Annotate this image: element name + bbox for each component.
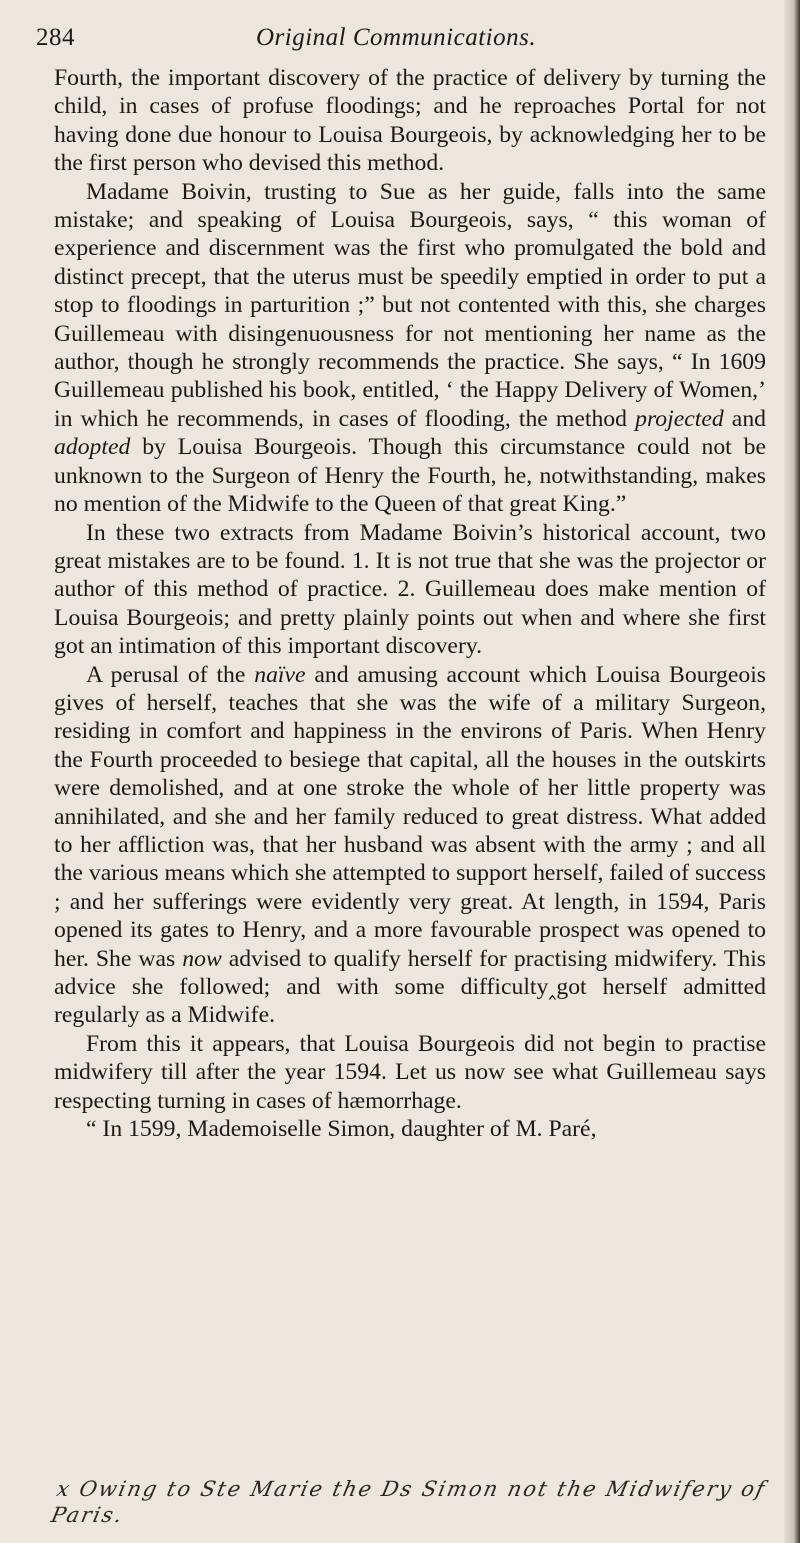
paragraph bbox=[54, 178, 766, 519]
page-edge-shadow bbox=[784, 0, 800, 1543]
text-run: Madame Boivin, trusting to Sue as her guide, falls into the same mistake; and speaking of Louisa Bourgeois, says, “ this woman of experience and discernment was the first who promulgated the bold and distinct precept, that the uterus must be speedily emptied in order to put a stop to floodings in parturition ;” but not contented with this, she charges Guillemeau with disingenuousness for not mentioning her name as the author, though he strongly recommends the practice. She says, “ In 1609 Guillemeau published his book, entitled, ‘ the Happy Delivery of Women,’ in which he recommends, in cases of flooding, the method bbox=[54, 178, 766, 432]
text-run: and bbox=[723, 405, 767, 432]
text-run: In these two extracts from Madame Boivin’s historical account, two great mistakes are to be found. 1. It is not true that she was the projector or author of this method of practice. 2. Guillemeau does make mention of Louisa Bourgeois; and pretty plainly points out when and where she first got an intimation of this important discovery. bbox=[54, 519, 766, 660]
italic-text: naïve bbox=[254, 661, 306, 688]
page-number: 284 bbox=[36, 24, 75, 51]
paragraph bbox=[54, 1030, 766, 1115]
paragraph bbox=[54, 1115, 766, 1143]
paragraph bbox=[54, 661, 766, 1030]
paragraph bbox=[54, 64, 766, 178]
italic-text: adopted bbox=[54, 434, 131, 461]
italic-text: now bbox=[182, 945, 222, 972]
text-run: by Louisa Bourgeois. Though this circumstance could not be unknown to the Surgeon of Henry the Fourth, he, notwithstanding, makes no mention of the Midwife to the Queen of that great King.” bbox=[54, 434, 766, 518]
body-text bbox=[54, 64, 766, 1143]
running-title: Original Communications. bbox=[256, 24, 537, 51]
italic-text: projected bbox=[635, 405, 724, 432]
text-run: A perusal of the bbox=[86, 661, 255, 688]
text-run: and amusing account which Louisa Bourgeois gives of herself, teaches that she was the wife of a military Surgeon, residing in comfort and happiness in the environs of Paris. When Henry the Fourth proceeded to besiege that capital, all the houses in the outskirts were demolished, and at one stroke the whole of her little property was annihilated, and she and her family reduced to great distress. What added to her affliction was, that her husband was absent with the army ; and all the various means which she attempted to support herself, failed of success ; and her sufferings were evidently very great. At length, in 1594, Paris opened its gates to Henry, and a more favourable prospect was opened to her. She was bbox=[54, 661, 766, 972]
text-run: From this it appears, that Louisa Bourgeois did not begin to practise midwifery till after the year 1594. Let us now see what Guillemeau says respecting turning in cases of hæmorrhage. bbox=[54, 1030, 766, 1114]
handwritten-note: x Owing to Ste Marie the Ds Simon not the Midwifery of Paris. bbox=[49, 1477, 769, 1527]
text-run: advised to qualify herself for practising midwifery. This advice she followed; and with some difficulty‸got herself admitted regularly as a Midwife. bbox=[54, 945, 766, 1029]
paragraph bbox=[54, 519, 766, 661]
text-run: “ In 1599, Mademoiselle Simon, daughter of M. Paré, bbox=[86, 1116, 597, 1143]
text-run: Fourth, the important discovery of the practice of delivery by turning the child, in cases of profuse floodings; and he reproaches Portal for not having done due honour to Louisa Bourgeois, by acknowledging her to be the first person who devised this method. bbox=[54, 65, 766, 177]
page-header bbox=[36, 18, 756, 58]
